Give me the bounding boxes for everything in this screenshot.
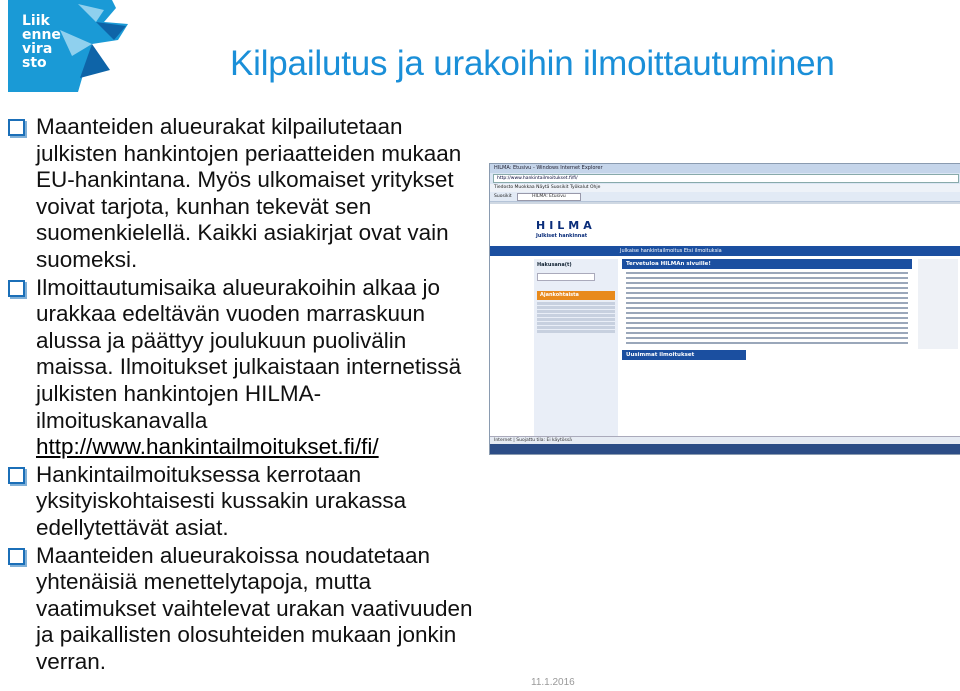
- windows-taskbar: [490, 444, 960, 454]
- logo-word-3: vira: [22, 41, 53, 57]
- browser-favorites-bar: [490, 192, 960, 202]
- hilma-logo: HILMA: [536, 219, 596, 232]
- search-heading: Hakusana(t): [537, 262, 572, 268]
- text-line: [626, 287, 908, 290]
- hilma-nav-links: Julkaise hankintailmoitus Etsi ilmoituksia: [620, 248, 722, 254]
- browser-tab: HILMA: Etusivu: [517, 193, 581, 201]
- text-line: [626, 297, 908, 300]
- bullet-text: Maanteiden alueurakat kilpailutetaan julkisten hankintojen periaatteiden mukaan EU-hankintana. Myös ulkomaiset yritykset voivat tarjota, kunhan tekevät sen suomenkielellä. Kaikki asiakirjat ovat vain suomeksi.: [36, 114, 462, 272]
- text-line: [626, 317, 908, 320]
- bullet-list: [6, 114, 482, 676]
- hilma-right-panel: [918, 259, 958, 349]
- slide-date: 11.1.2016: [531, 677, 575, 688]
- liikennevirasto-logo: [0, 0, 130, 92]
- hilma-browser-screenshot: [489, 163, 960, 455]
- checkbox-bullet-icon: [8, 467, 25, 484]
- bullet-text: Ilmoittautumisaika alueurakoihin alkaa jo urakkaa edeltävän vuoden marraskuun alussa ja päättyy joulukuun puolivälin maissa. Ilmoitukset julkaistaan internetissä julkisten hankintojen HILMA-ilmoituskanavalla: [36, 274, 462, 433]
- text-line: [626, 332, 908, 335]
- text-line: [626, 322, 908, 325]
- checkbox-bullet-icon: [8, 548, 25, 565]
- bullet-text: Hankintailmoituksessa kerrotaan yksityiskohtaisesti kussakin urakassa edellytettävät asiat.: [36, 461, 407, 540]
- browser-status-bar: Internet | Suojattu tila: Ei käytössä: [490, 436, 960, 445]
- text-line: [626, 277, 908, 280]
- hilma-nav-bar: [490, 246, 960, 256]
- news-line: [537, 306, 615, 309]
- bullet-item: [6, 275, 482, 461]
- hilma-page: [490, 204, 960, 436]
- logo-graphic: [0, 0, 130, 92]
- logo-word-4: sto: [22, 55, 47, 71]
- text-line: [626, 302, 908, 305]
- browser-menu-bar: Tiedosto Muokkaa Näytä Suosikit Työkalut Ohje: [490, 184, 960, 192]
- latest-notices-heading: Uusimmat ilmoitukset: [622, 350, 746, 360]
- news-heading: Ajankohtaista: [537, 291, 615, 300]
- news-line: [537, 318, 615, 321]
- browser-address-bar: [490, 173, 960, 184]
- news-line: [537, 314, 615, 317]
- bullet-item: [6, 114, 482, 274]
- checkbox-bullet-icon: [8, 280, 25, 297]
- text-line: [626, 337, 908, 340]
- news-line: [537, 310, 615, 313]
- search-input: [537, 273, 595, 281]
- logo-word-1: Liik: [22, 13, 50, 29]
- bullet-item: [6, 543, 482, 676]
- news-line: [537, 330, 615, 333]
- browser-title-bar: HILMA: Etusivu - Windows Internet Explorer: [490, 164, 960, 173]
- text-line: [626, 307, 908, 310]
- text-line: [626, 292, 908, 295]
- bullet-item: [6, 462, 482, 542]
- welcome-heading: Tervetuloa HILMAn sivuille!: [622, 259, 912, 269]
- hilma-left-panel: [534, 259, 618, 436]
- checkbox-bullet-icon: [8, 119, 25, 136]
- logo-word-2: enne: [22, 27, 61, 43]
- slide-title: Kilpailutus ja urakoihin ilmoittautuminen: [230, 44, 835, 83]
- news-line: [537, 322, 615, 325]
- text-line: [626, 312, 908, 315]
- hilma-link[interactable]: http://www.hankintailmoitukset.fi/fi/: [36, 434, 379, 460]
- text-line: [626, 282, 908, 285]
- address-field[interactable]: http://www.hankintailmoitukset.fi/fi/: [493, 174, 959, 183]
- favorites-label: Suosikit: [494, 194, 512, 199]
- text-line: [626, 327, 908, 330]
- news-line: [537, 326, 615, 329]
- text-line: [626, 272, 908, 275]
- hilma-main-content: [622, 259, 912, 436]
- hilma-subtitle: Julkiset hankinnat: [536, 233, 588, 239]
- text-line: [626, 342, 908, 345]
- news-line: [537, 302, 615, 305]
- hilma-header: [490, 204, 960, 242]
- bullet-text: Maanteiden alueurakoissa noudatetaan yhtenäisiä menettelytapoja, mutta vaatimukset vaihtelevat urakan vaativuuden ja paikallisten olosuhteiden mukaan jonkin verran.: [36, 542, 473, 674]
